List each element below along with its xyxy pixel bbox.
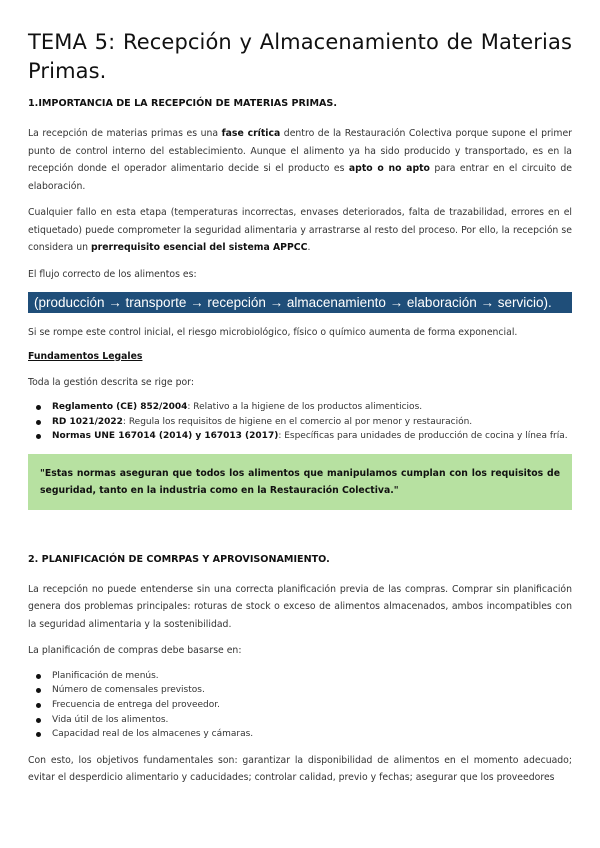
legal-list [28,400,572,444]
planning-list [28,669,572,742]
list-item: Normas UNE 167014 (2014) y 167013 (2017): Específicas para unidades de producción de cocina y línea fría. [52,429,572,444]
list-item: Frecuencia de entrega del proveedor. [52,698,572,713]
food-flow-banner: (producción → transporte → recepción → almacenamiento → elaboración → servicio). [28,292,572,313]
title-line-2: Primas. [28,59,107,83]
list-item: RD 1021/2022: Regula los requisitos de higiene en el comercio al por menor y restauración. [52,415,572,430]
section-2-heading: 2. PLANIFICACIÓN DE COMRPAS Y APROVISONAMIENTO. [28,553,330,565]
list-item: Vida útil de los alimentos. [52,713,572,728]
list-item: Planificación de menús. [52,669,572,684]
section-1-heading: 1.IMPORTANCIA DE LA RECEPCIÓN DE MATERIAS PRIMAS. [28,98,337,109]
list-item: Número de comensales previstos. [52,683,572,698]
section-spacer [28,510,572,554]
legal-heading: Fundamentos Legales [28,350,143,362]
list-item: Reglamento (CE) 852/2004: Relativo a la higiene de los productos alimenticios. [52,400,572,415]
norms-quote-box: "Estas normas aseguran que todos los alimentos que manipulamos cumplan con los requisitos de seguridad, tanto en la industria como en la Restauración Colectiva." [28,454,572,510]
list-item: Capacidad real de los almacenes y cámaras. [52,727,572,742]
section-1-paragraph-1: La recepción de materias primas es una fase crítica dentro de la Restauración Colectiva porque supone el primer punto de control interno del establecimiento. Aunque el alimento ya ha sido producido y transportado, es en la recepción donde el operador alimentario decide si el producto es apto o no apto para entrar en el circuito de elaboración. [28,128,573,192]
flow-intro: El flujo correcto de los alimentos es: [28,268,197,280]
section-1-paragraph-2: Cualquier fallo en esta etapa (temperaturas incorrectas, envases deteriorados, falta de trazabilidad, errores en el etiquetado) puede comprometer la seguridad alimentaria y arrastrarse al resto del proceso. Por ello, la recepción se considera un prerrequisito esencial del sistema APPCC. [28,207,572,253]
section-2-paragraph-3: Con esto, los objetivos fundamentales son: garantizar la disponibilidad de alimentos en el momento adecuado; evitar el desperdicio alimentario y caducidades; controlar calidad, previo y fechas; asegurar que los proveedores [28,754,572,784]
section-2-paragraph-1: La recepción no puede entenderse sin una correcta planificación previa de las compras. Comprar sin planificación genera dos problemas principales: roturas de stock o exceso de alimentos almacenados, ambos incompatibles con la seguridad alimentaria y la sostenibilidad. [28,583,572,630]
section-2-paragraph-2: La planificación de compras debe basarse en: [28,645,242,657]
page-title [28,28,572,86]
title-line-1: TEMA 5: Recepción y Almacenamiento de Materias [28,30,572,54]
section-1-paragraph-4: Si se rompe este control inicial, el riesgo microbiológico, físico o químico aumenta de forma exponencial. [28,327,518,338]
legal-intro: Toda la gestión descrita se rige por: [28,376,194,388]
